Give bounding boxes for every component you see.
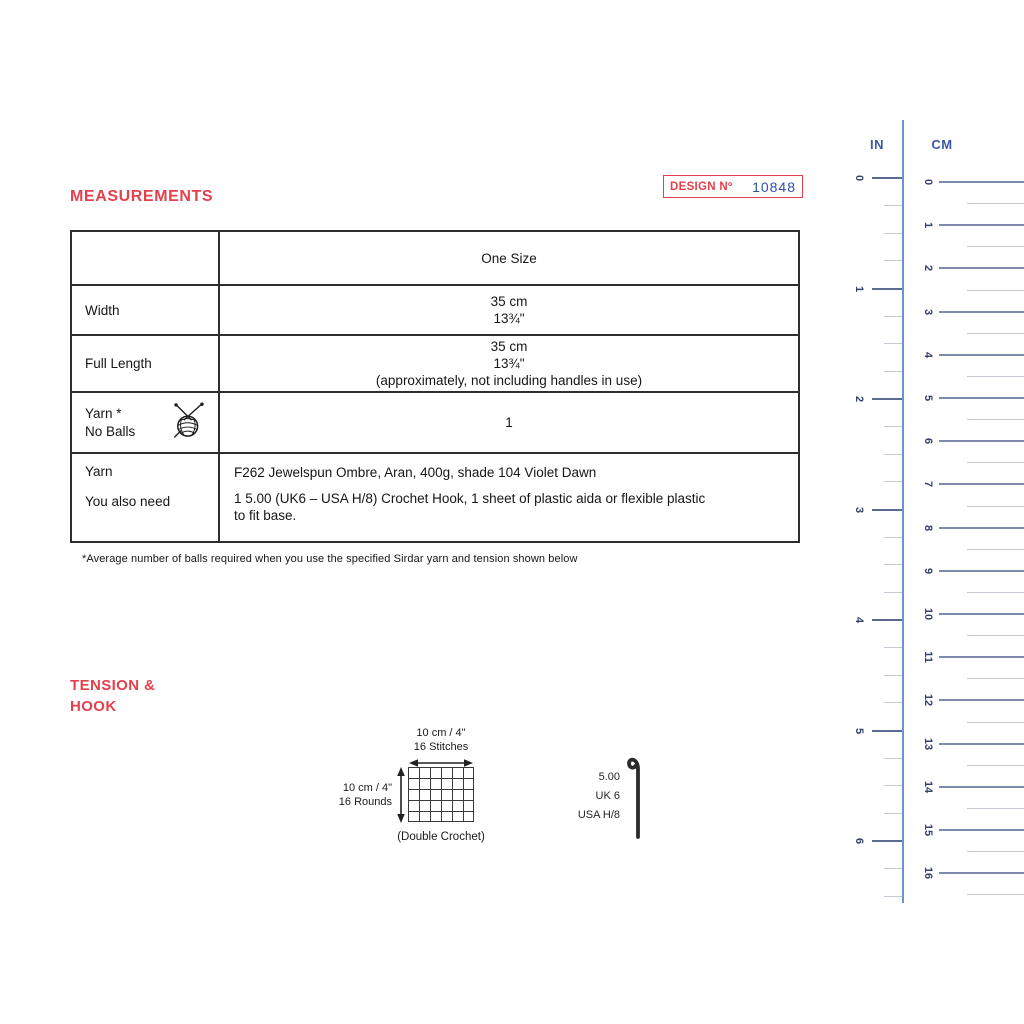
cm-tick-minor — [967, 722, 1024, 723]
cm-tick-major — [939, 570, 1024, 572]
inch-tick-major — [872, 840, 902, 842]
crochet-hook-icon — [626, 753, 646, 844]
cm-tick-minor — [967, 333, 1024, 334]
tension-heading-line-1: TENSION & — [70, 677, 156, 694]
full-length-note: (approximately, not including handles in use) — [375, 373, 643, 388]
cm-tick-major — [939, 872, 1024, 874]
yarn-label: Yarn — [85, 464, 113, 479]
inch-tick-minor — [884, 426, 902, 427]
width-value — [218, 286, 798, 334]
stitch-type-label: (Double Crochet) — [397, 831, 485, 843]
inch-tick-major — [872, 398, 902, 400]
cm-tick-major — [939, 613, 1024, 615]
also-need-label: You also need — [85, 494, 171, 509]
yarn-value: F262 Jewelspun Ombre, Aran, 400g, shade 104 Violet Dawn — [234, 465, 597, 480]
cm-tick-minor — [967, 894, 1024, 895]
cm-tick-major — [939, 440, 1024, 442]
tension-hook-heading — [70, 675, 155, 717]
rounds-gauge-label — [328, 782, 392, 809]
inch-tick-minor — [884, 205, 902, 206]
table-row-yarn-details — [72, 452, 798, 541]
inch-tick-minor — [884, 481, 902, 482]
cm-tick-major — [939, 397, 1024, 399]
cm-tick-major — [939, 656, 1024, 658]
inch-tick-minor — [884, 343, 902, 344]
cm-tick-minor — [967, 635, 1024, 636]
cm-tick-major — [939, 354, 1024, 356]
inch-tick-minor — [884, 675, 902, 676]
vertical-arrow-icon — [396, 767, 406, 828]
inch-tick-minor — [884, 702, 902, 703]
yarn-balls-label-2: No Balls — [85, 423, 136, 439]
balls-footnote: *Average number of balls required when you use the specified Sirdar yarn and tension shown below — [82, 553, 578, 565]
full-length-in: 13¾" — [493, 356, 525, 371]
inch-tick-minor — [884, 896, 902, 897]
cm-tick-minor — [967, 506, 1024, 507]
inch-tick-minor — [884, 564, 902, 565]
full-length-cm: 35 cm — [490, 339, 528, 354]
inch-tick-major — [872, 288, 902, 290]
tension-heading-line-2: HOOK — [70, 698, 117, 715]
ruler-cm-label: CM — [931, 137, 953, 152]
cm-tick-minor — [967, 290, 1024, 291]
cm-tick-minor — [967, 203, 1024, 204]
inch-tick-minor — [884, 316, 902, 317]
full-length-label: Full Length — [85, 356, 152, 371]
width-label: Width — [85, 302, 120, 318]
yarn-ball-icon — [170, 401, 208, 444]
tension-grid — [408, 767, 474, 827]
inch-tick-major — [872, 509, 902, 511]
yarn-balls-label-cell — [72, 393, 218, 452]
cm-tick-major — [939, 311, 1024, 313]
cm-tick-minor — [967, 851, 1024, 852]
cm-tick-major — [939, 743, 1024, 745]
table-row-width — [72, 284, 798, 334]
yarn-details-value-cell — [218, 454, 798, 541]
design-number-box — [663, 175, 803, 198]
cm-tick-minor — [967, 808, 1024, 809]
inch-tick-minor — [884, 647, 902, 648]
inch-tick-major — [872, 177, 902, 179]
cm-tick-minor — [967, 376, 1024, 377]
table-row-size-header — [72, 232, 798, 284]
stitches-gauge-label — [376, 727, 506, 754]
full-length-value — [218, 336, 798, 391]
width-cm: 35 cm — [490, 294, 528, 309]
cm-tick-minor — [967, 592, 1024, 593]
hook-size-usa: USA H/8 — [577, 809, 620, 821]
yarn-details-label-cell — [72, 454, 218, 541]
cm-tick-major — [939, 527, 1024, 529]
hook-size-labels — [556, 768, 620, 825]
table-row-yarn-balls — [72, 391, 798, 452]
stitches-gauge-count: 16 Stitches — [413, 740, 469, 753]
inch-tick-minor — [884, 785, 902, 786]
size-header-cell: One Size — [218, 232, 798, 284]
cm-tick-minor — [967, 549, 1024, 550]
ruler-ticks: 0 1 2 3 4 5 6 0 1 2 3 4 5 6 7 8 9 10 11 12 13 14 15 16 — [0, 0, 1024, 1024]
cm-tick-minor — [967, 765, 1024, 766]
inch-tick-major — [872, 730, 902, 732]
inch-tick-major — [872, 619, 902, 621]
inch-tick-minor — [884, 454, 902, 455]
cm-tick-major — [939, 224, 1024, 226]
rounds-gauge-measure: 10 cm / 4" — [342, 782, 392, 794]
inch-tick-minor — [884, 260, 902, 261]
width-in: 13¾" — [493, 311, 525, 326]
cm-tick-minor — [967, 246, 1024, 247]
inch-tick-minor — [884, 233, 902, 234]
inch-tick-minor — [884, 758, 902, 759]
stitches-gauge-measure: 10 cm / 4" — [416, 727, 466, 739]
cm-tick-major — [939, 267, 1024, 269]
hook-size-uk: UK 6 — [595, 790, 620, 802]
cm-tick-minor — [967, 419, 1024, 420]
cm-tick-major — [939, 483, 1024, 485]
cm-tick-major — [939, 829, 1024, 831]
design-number-label: DESIGN Nº — [670, 180, 733, 193]
measurements-table — [70, 230, 800, 543]
cm-tick-minor — [967, 678, 1024, 679]
inch-tick-minor — [884, 537, 902, 538]
cm-tick-major — [939, 786, 1024, 788]
cm-tick-major — [939, 181, 1024, 183]
yarn-balls-label-1: Yarn * — [85, 405, 122, 421]
measurements-heading: MEASUREMENTS — [70, 188, 214, 205]
inch-tick-minor — [884, 371, 902, 372]
inch-tick-minor — [884, 592, 902, 593]
inch-tick-minor — [884, 868, 902, 869]
design-number-value: 10848 — [752, 178, 796, 195]
cm-tick-minor — [967, 462, 1024, 463]
also-need-value: 1 5.00 (UK6 – USA H/8) Crochet Hook, 1 sheet of plastic aida or flexible plastic to fit base. — [234, 491, 706, 523]
inch-tick-minor — [884, 813, 902, 814]
hook-size-metric: 5.00 — [598, 771, 620, 783]
rounds-gauge-count: 16 Rounds — [338, 795, 392, 808]
yarn-balls-value: 1 — [218, 393, 798, 452]
ruler-in-label: IN — [870, 137, 884, 152]
table-row-full-length — [72, 334, 798, 391]
size-header-empty-cell — [72, 232, 218, 284]
cm-tick-major — [939, 699, 1024, 701]
ruler-divider-line — [902, 120, 904, 903]
